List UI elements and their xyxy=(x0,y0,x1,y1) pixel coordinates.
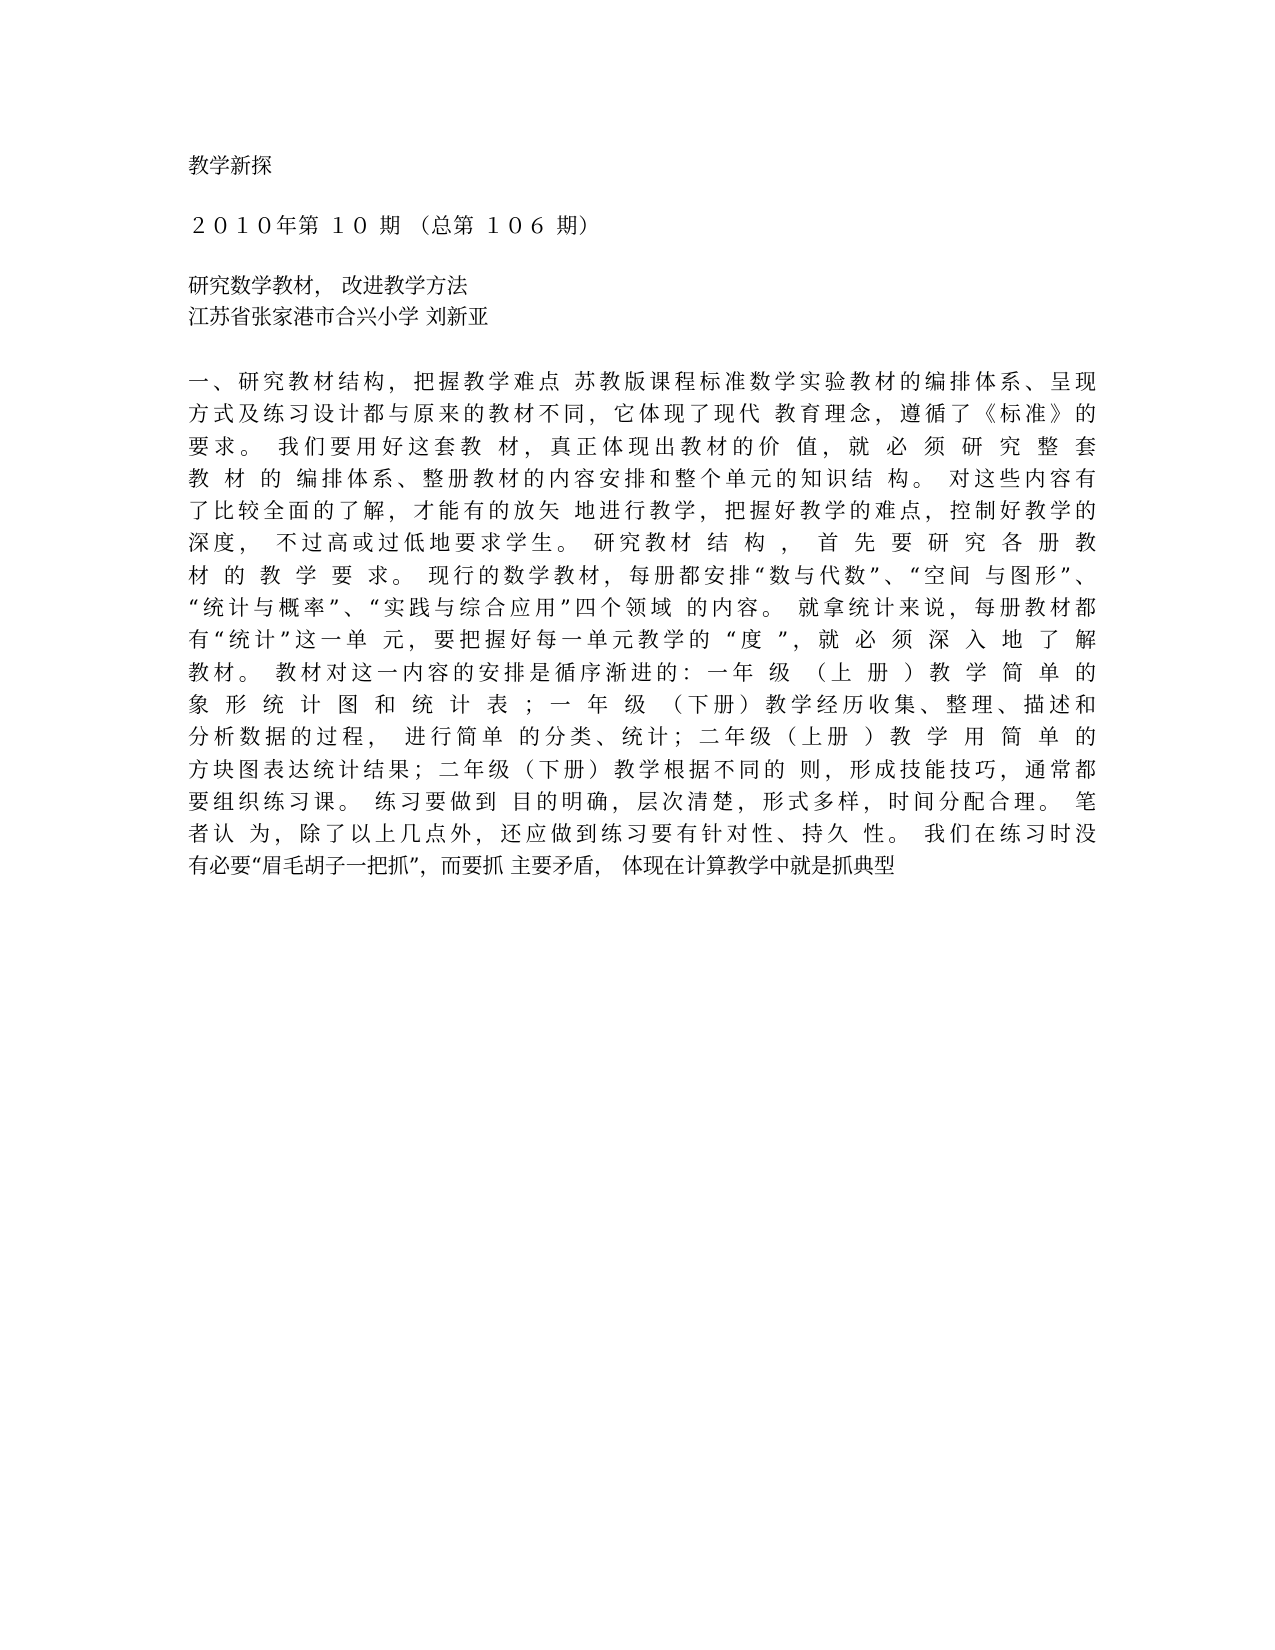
body-line: “统计与概率”、“实践与综合应用”四个领域 的内容。 就拿统计来说，每册教材都 xyxy=(188,596,1096,621)
body-line: 要求。 我们要用好这套教 材，真正体现出教材的价 值，就 必 须 研 究 整 套 xyxy=(188,434,1096,459)
body-line: 分析数据的过程， 进行简单 的分类、统计；二年级（上册 ）教 学 用 简 单 的 xyxy=(188,725,1096,750)
body-line: 方块图表达统计结果；二年级（下册）教学根据不同的 则，形成技能技巧，通常都 xyxy=(188,757,1096,782)
article-author: 江苏省张家港市合兴小学 刘新亚 xyxy=(188,305,489,329)
body-line: 方式及练习设计都与原来的教材不同，它体现了现代 教育理念，遵循了《标准》的 xyxy=(188,402,1096,427)
body-line: 深度， 不过高或过低地要求学生。 研究教材 结 构 ， 首 先 要 研 究 各 册 教 xyxy=(188,531,1096,556)
body-line: 材 的 教 学 要 求。 现行的数学教材，每册都安排“数与代数”、“空间 与图形”、 xyxy=(188,563,1096,588)
body-line: 象 形 统 计 图 和 统 计 表 ；一 年 级 （下册）教学经历收集、整理、描述和 xyxy=(188,692,1096,717)
body-line: 者认 为，除了以上几点外，还应做到练习要有针对性、持久 性。 我们在练习时没 xyxy=(188,822,1096,847)
issue-info: ２０１０年第 １０ 期 （总第 １０６ 期） xyxy=(188,214,601,238)
body-line: 一、研究教材结构，把握教学难点 苏教版课程标准数学实验教材的编排体系、呈现 xyxy=(188,370,1096,394)
body-line: 教 材 的 编排体系、整册教材的内容安排和整个单元的知识结 构。 对这些内容有 xyxy=(188,466,1096,491)
article-title: 研究数学教材， 改进教学方法 xyxy=(188,274,468,298)
column-name: 教学新探 xyxy=(188,154,272,178)
body-line: 要组织练习课。 练习要做到 目的明确，层次清楚，形式多样，时间分配合理。 笔 xyxy=(188,789,1096,814)
article-body xyxy=(188,366,1096,883)
body-line: 了比较全面的了解，才能有的放矢 地进行教学，把握好教学的难点，控制好教学的 xyxy=(188,499,1096,524)
body-line: 有必要“眉毛胡子一把抓”，而要抓 主要矛盾， 体现在计算教学中就是抓典型 xyxy=(188,854,895,879)
body-line: 教材。 教材对这一内容的安排是循序渐进的：一年 级 （上 册 ）教 学 简 单 的 xyxy=(188,660,1096,685)
body-line: 有“统计”这一单 元，要把握好每一单元教学的 “度 ”，就 必 须 深 入 地 了 解 xyxy=(188,628,1096,653)
